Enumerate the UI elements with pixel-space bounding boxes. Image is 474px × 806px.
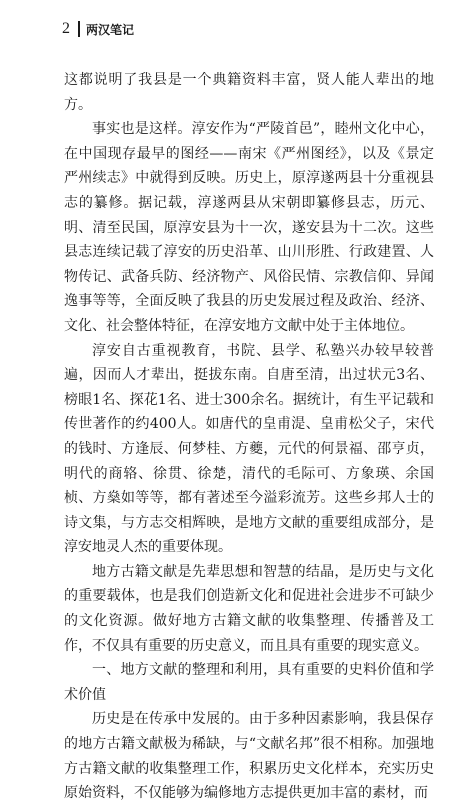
body-text — [64, 68, 434, 806]
header-divider — [78, 21, 80, 37]
paragraph-history-inheritance: 历史是在传承中发展的。由于多种因素影响，我县保存的地方古籍文献极为稀缺，与“文献名邦”很不相称。加强地方古籍文献的收集整理工作，积累历史文化样本，充实历史原始资料，不仅能够为编修地方志提供更加丰富的素材，而 — [64, 711, 434, 802]
paragraph-continuation: 这都说明了我县是一个典籍资料丰富，贤人能人辈出的地方。 — [64, 72, 434, 113]
page-number: 2 — [62, 20, 70, 37]
section-heading: 一、地方文献的整理和利用，具有重要的史料价值和学术价值 — [64, 662, 434, 703]
running-header — [62, 20, 134, 38]
paragraph-local-documents: 地方古籍文献是先辈思想和智慧的结晶，是历史与文化的重要载体，也是我们创造新文化和促进社会进步不可缺少的文化资源。做好地方古籍文献的收集整理、传播普及工作，不仅具有重要的历史意义，而且具有重要的现实意义。 — [64, 563, 434, 654]
paragraph-county-annals: 事实也是这样。淳安作为“严陵首邑”，睦州文化中心，在中国现存最早的图经——南宋《严州图经》，以及《景定严州续志》中就得到反映。历史上，原淳遂两县十分重视县志的纂修。据记载，淳遂两县从宋朝即纂修县志，历元、明、清至民国，原淳安县为十一次，遂安县为十二次。这些县志连续记载了淳安的历史沿革、山川形胜、行政建置、人物传记、武备兵防、经济物产、风俗民情、宗教信仰、异闻逸事等等，全面反映了我县的历史发展过程及政治、经济、文化、社会整体特征，在淳安地方文献中处于主体地位。 — [64, 121, 434, 334]
paragraph-education-talent: 淳安自古重视教育，书院、县学、私塾兴办较早较普遍，因而人才辈出，挺拔东南。自唐至清，出过状元3名、榜眼1名、探花1名、进士300余名。据统计，有生平记载和传世著作的约400人。如唐代的皇甫湜、皇甫松父子，宋代的钱时、方逢辰、何梦桂、方夔，元代的何景福、邵亨贞，明代的商辂、徐贯、徐楚，清代的毛际可、方象瑛、余国桢、方燊如等等，都有著述至今溢彩流芳。这些乡邦人士的诗文集，与方志交相辉映，是地方文献的重要组成部分，是淳安地灵人杰的重要体现。 — [64, 342, 434, 556]
running-title: 两汉笔记 — [86, 22, 135, 37]
